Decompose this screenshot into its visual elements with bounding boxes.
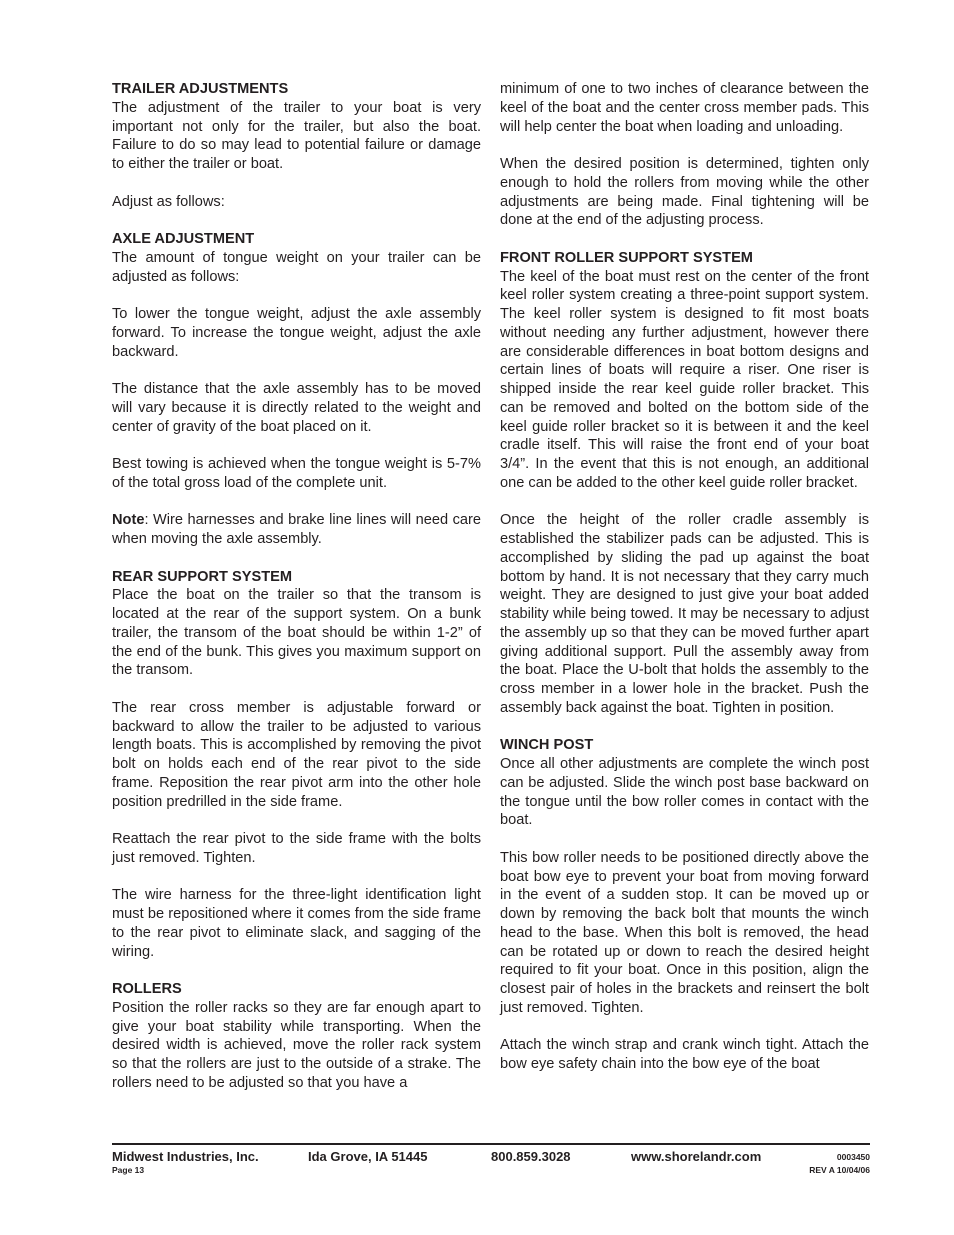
axle-adjustment-section: [112, 230, 481, 286]
paragraph: When the desired position is determined, tighten only enough to hold the rollers from moving while the other adjustments are being made. Final tightening will be done at the end of the adjusting process.: [500, 156, 869, 229]
paragraph-block: [500, 511, 869, 717]
section-heading: AXLE ADJUSTMENT: [112, 231, 255, 247]
winch-post-section: [500, 736, 869, 830]
rear-support-section: [112, 568, 481, 681]
rollers-section: [112, 980, 481, 1093]
adjust-block: [112, 193, 481, 212]
paragraph-block: [500, 155, 869, 230]
paragraph: The rear cross member is adjustable forward or backward to allow the trailer to be adjusted to various length boats. This is accomplished by removing the pivot bolt on holds each end of the rear pivot to the side frame. Reposition the rear pivot arm into the other hole position predrilled in the side frame.: [112, 699, 481, 810]
paragraph: Once the height of the roller cradle assembly is established the stabilizer pads can be adjusted. This is accomplished by sliding the pad up against the boat bottom by hand. It is not necessary that they carry much weight. They are designed to just give your boat added stability while being towed. It may be necessary to adjust the assembly up so that they can be moved further apart giving additional support. Pull the assembly away from the boat. Place the U-bolt that holds the assembly to the cross member in a lower hole in the bracket. Push the assembly back against the boat. Tighten in position.: [500, 512, 869, 716]
footer-doc-number: 0003450: [836, 1152, 870, 1162]
note-paragraph: [112, 511, 481, 549]
section-heading: WINCH POST: [500, 737, 594, 754]
paragraph: minimum of one to two inches of clearance between the keel of the boat and the center cross member pads. This will help center the boat when loading and unloading.: [500, 81, 869, 135]
footer-page-number: Page 13: [112, 1165, 145, 1175]
trailer-adjustments-section: [112, 80, 481, 174]
paragraph: This bow roller needs to be positioned directly above the boat bow eye to prevent your boat from moving forward in the event of a sudden stop. It can be moved up or down by removing the back bolt that mounts the winch head to the base. When this bolt is removed, the head can be rotated up or down to reach the desired height required to fit your boat. Once in this position, align the closest pair of holes in the brackets and reinsert the bolt just removed. Tighten.: [500, 849, 869, 1016]
paragraph: Best towing is achieved when the tongue weight is 5-7% of the total gross load of the complete unit.: [112, 456, 481, 491]
paragraph-block: [112, 830, 481, 868]
footer-revision: REV A 10/04/06: [809, 1165, 870, 1175]
paragraph: Adjust as follows:: [112, 193, 225, 210]
paragraph: Attach the winch strap and crank winch tight. Attach the bow eye safety chain into the bow eye of the boat: [500, 1037, 869, 1072]
paragraph: The distance that the axle assembly has to be moved will vary because it is directly related to the weight and center of gravity of the boat placed on it.: [112, 381, 481, 435]
paragraph-block: [500, 80, 869, 136]
paragraph: To lower the tongue weight, adjust the axle assembly forward. To increase the tongue weight, adjust the axle backward.: [112, 306, 481, 360]
paragraph: The amount of tongue weight on your trailer can be adjusted as follows:: [112, 249, 481, 285]
paragraph-block: [500, 1036, 869, 1074]
paragraph: Place the boat on the trailer so that the transom is located at the rear of the support system. On a bunk trailer, the transom of the boat should be within 1-2” of the end of the bunk. This gives you maximum support on the transom.: [112, 587, 481, 679]
front-roller-section: [500, 249, 869, 493]
paragraph-block: [112, 886, 481, 961]
paragraph: Once all other adjustments are complete the winch post can be adjusted. Slide the winch post base backward on the tongue until the bow roller comes in contact with the boat.: [500, 756, 869, 829]
paragraph-block: [112, 305, 481, 361]
section-heading: REAR SUPPORT SYSTEM: [112, 568, 293, 585]
note-text: : Wire harnesses and brake line lines will need care when moving the axle assembly.: [112, 512, 481, 547]
paragraph-block: [500, 849, 869, 1018]
paragraph: The keel of the boat must rest on the center of the front keel roller system creating a three-point support system. The keel roller system is designed to fit most boats without needing any further adjustment, however there are considerable differences in boat bottom designs and certain lines of boats will require a riser. One riser is shipped inside the rear keel guide roller bracket. This can be removed and bolted on the bottom side of the keel guide roller bracket so it is between it and the keel cradle itself. This will raise the front end of your boat 3/4”. In the event that this is not enough, an additional one can be added to the other keel guide roller bracket.: [500, 268, 869, 491]
paragraph: Position the roller racks so they are far enough apart to give your boat stability while transporting. When the desired width is achieved, move the roller rack system so that the rollers are just to the outside of a strake. The rollers need to be adjusted so that you have a: [112, 999, 481, 1091]
footer-phone: 800.859.3028: [491, 1149, 571, 1164]
right-column: [500, 80, 869, 1093]
paragraph-block: [112, 455, 481, 493]
footer-website: www.shorelandr.com: [631, 1149, 762, 1164]
note-block: [112, 511, 481, 549]
paragraph-block: [112, 699, 481, 812]
footer-company: Midwest Industries, Inc.: [112, 1149, 259, 1164]
paragraph-block: [112, 380, 481, 436]
section-heading: TRAILER ADJUSTMENTS: [112, 81, 289, 97]
note-label: Note: [112, 512, 145, 529]
section-heading: FRONT ROLLER SUPPORT SYSTEM: [500, 249, 753, 266]
section-heading: ROLLERS: [112, 981, 182, 997]
page-footer: [112, 1143, 870, 1175]
left-column: [112, 80, 481, 1111]
footer-location: Ida Grove, IA 51445: [308, 1149, 428, 1164]
paragraph: Reattach the rear pivot to the side frame with the bolts just removed. Tighten.: [112, 831, 481, 866]
paragraph: The wire harness for the three-light identification light must be repositioned where it comes from the side frame to the rear pivot to eliminate slack, and sagging of the wiring.: [112, 887, 481, 960]
paragraph: The adjustment of the trailer to your boat is very important not only for the trailer, but also the boat. Failure to do so may lead to potential failure or damage to either the trailer or boat.: [112, 99, 481, 172]
